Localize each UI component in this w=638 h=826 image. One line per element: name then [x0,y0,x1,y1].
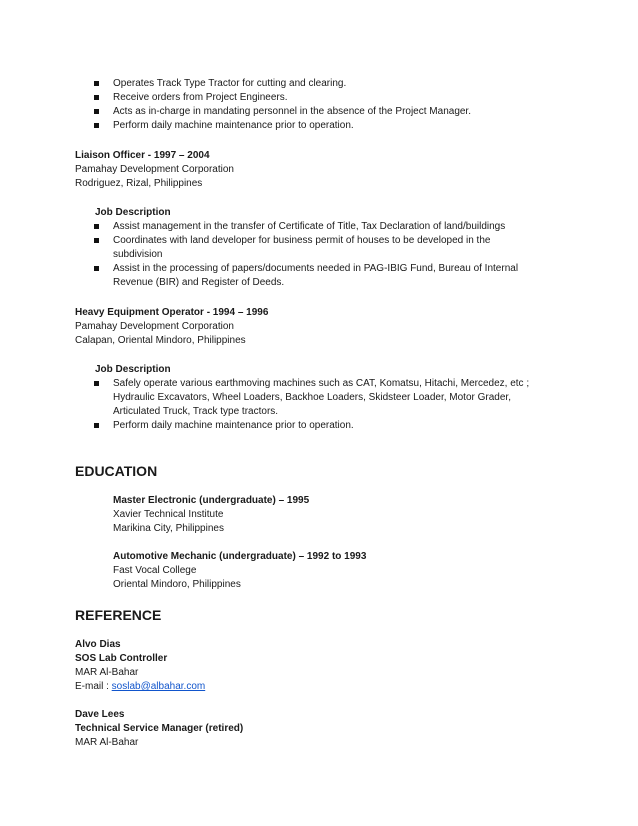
education-item [75,494,613,536]
job-description-heading: Job Description [95,207,171,218]
job-title: Liaison Officer - 1997 – 2004 [75,150,210,161]
job-description-1 [75,206,575,290]
bullet-square-icon [94,109,99,114]
education-school: Fast Vocal College [113,565,197,576]
reference-company: MAR Al-Bahar [75,667,139,678]
list-item: Operates Track Type Tractor for cutting and clearing. [75,77,575,91]
list-item: Acts as in-charge in mandating personnel in the absence of the Project Manager. [75,105,575,119]
reference-role: SOS Lab Controller [75,653,168,664]
reference-name: Alvo Dias [75,639,121,650]
bullet-square-icon [94,81,99,86]
bullet-square-icon [94,423,99,428]
job-heavy-equipment-operator [75,306,575,348]
job-company: Pamahay Development Corporation [75,164,234,175]
list-item: Coordinates with land developer for business permit of houses to be developed in the subdivision [75,234,575,262]
bullet-square-icon [94,224,99,229]
education-item [75,550,613,592]
top-duties-list [75,77,575,133]
education-school: Xavier Technical Institute [113,509,224,520]
list-item: Safely operate various earthmoving machines such as CAT, Komatsu, Hitachi, Mercedez, etc ; Hydraulic Excavators, Wheel Loaders, Backhoe Loaders, Skidsteer Loader, Motor Grader, Articulated Truck, Track type tractors. [75,377,575,419]
job-location: Rodriguez, Rizal, Philippines [75,178,203,189]
reference-email-line [75,680,575,694]
job-liaison-officer [75,149,575,191]
reference-person [75,708,575,750]
job-description-heading: Job Description [95,364,171,375]
job-company: Pamahay Development Corporation [75,321,234,332]
list-item: Receive orders from Project Engineers. [75,91,575,105]
list-item: Assist management in the transfer of Certificate of Title, Tax Declaration of land/buildings [75,220,575,234]
email-link[interactable]: soslab@albahar.com [111,681,206,692]
job-description-2 [75,363,575,433]
education-degree: Master Electronic (undergraduate) – 1995 [113,495,310,506]
reference-heading: REFERENCE [75,607,162,623]
bullet-square-icon [94,123,99,128]
reference-role: Technical Service Manager (retired) [75,723,244,734]
education-heading: EDUCATION [75,463,158,479]
bullet-square-icon [94,266,99,271]
list-item: Perform daily machine maintenance prior to operation. [75,119,575,133]
job-title: Heavy Equipment Operator - 1994 – 1996 [75,307,269,318]
list-item: Assist in the processing of papers/documents needed in PAG-IBIG Fund, Bureau of Internal Revenue (BIR) and Register of Deeds. [75,262,575,290]
bullet-square-icon [94,381,99,386]
list-item: Perform daily machine maintenance prior to operation. [75,419,575,433]
bullet-square-icon [94,238,99,243]
reference-section [75,606,575,624]
job-duties-list [75,377,575,433]
reference-company: MAR Al-Bahar [75,737,139,748]
education-location: Oriental Mindoro, Philippines [113,579,241,590]
bullet-square-icon [94,95,99,100]
education-section [75,462,575,480]
reference-name: Dave Lees [75,709,125,720]
job-location: Calapan, Oriental Mindoro, Philippines [75,335,246,346]
education-location: Marikina City, Philippines [113,523,224,534]
email-label: E-mail : [75,681,112,692]
education-degree: Automotive Mechanic (undergraduate) – 1992 to 1993 [113,551,367,562]
job-duties-list [75,220,575,290]
reference-person [75,638,575,694]
